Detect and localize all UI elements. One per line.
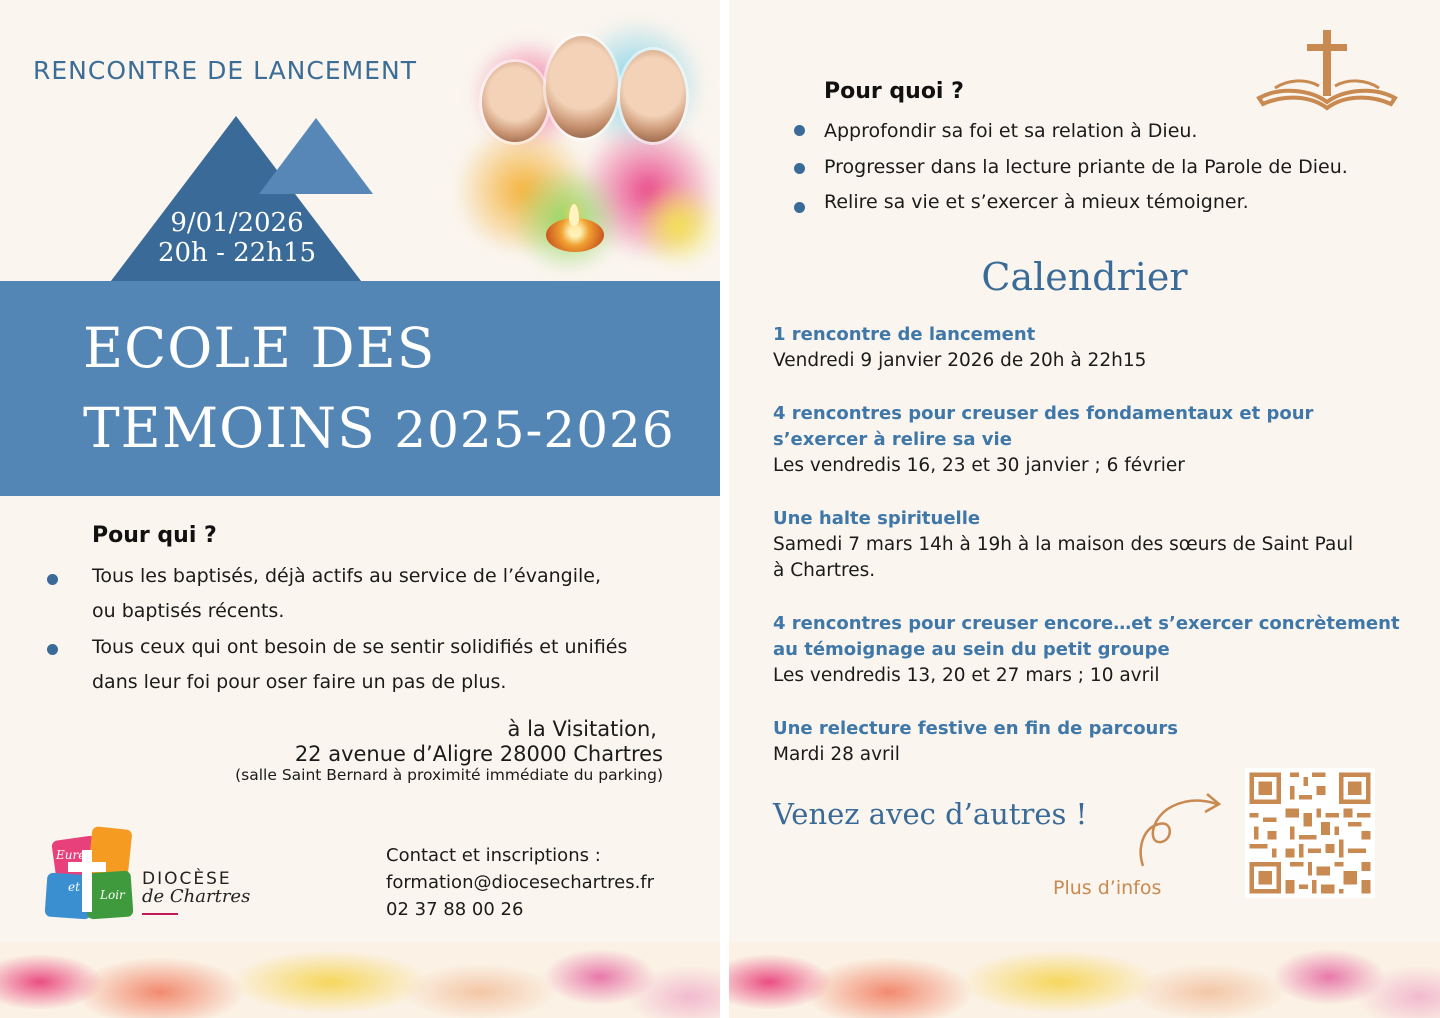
curly-arrow-icon: [1133, 788, 1229, 870]
cal-item-2-head-1: 4 rencontres pour creuser des fondamentaux et pour: [773, 403, 1314, 424]
more-info-link[interactable]: Plus d’infos: [1053, 877, 1162, 899]
cal-item-2-text: Les vendredis 16, 23 et 30 janvier ; 6 février: [773, 455, 1185, 476]
cal-item-5-text: Mardi 28 avril: [773, 744, 900, 765]
paint-splash-footer: [729, 942, 1440, 1018]
cal-item-3-text-2: à Chartres.: [773, 560, 876, 581]
person-photo-3: [620, 50, 686, 142]
person-photo-2: [546, 36, 618, 138]
title-line-1: ECOLE DES: [83, 316, 436, 380]
contact-phone: 02 37 88 00 26: [386, 899, 524, 920]
who-bullet-2-line-1: Tous ceux qui ont besoin de se sentir solidifiés et unifiés: [92, 636, 628, 658]
cal-item-4-head-1: 4 rencontres pour creuser encore…et s’exercer concrètement: [773, 613, 1400, 634]
address-street: 22 avenue d’Aligre 28000 Chartres: [294, 742, 663, 766]
bullet-dot-icon: [47, 644, 58, 655]
diocese-underline: [142, 913, 178, 915]
bullet-dot-icon: [47, 574, 58, 585]
cal-item-3-text-1: Samedi 7 mars 14h à 19h à la maison des sœurs de Saint Paul: [773, 534, 1354, 555]
who-bullet-2-line-2: dans leur foi pour oser faire un pas de plus.: [92, 671, 507, 693]
bullet-dot-icon: [794, 202, 805, 213]
calendar-title: Calendrier: [981, 255, 1188, 299]
contact-label: Contact et inscriptions :: [386, 845, 601, 866]
color-splash-photo: [448, 20, 720, 282]
diocese-name: DIOCÈSE: [142, 869, 232, 889]
paint-splash-footer: [0, 942, 720, 1018]
who-bullet-1-line-2: ou baptisés récents.: [92, 600, 285, 622]
cal-item-1-head: 1 rencontre de lancement: [773, 324, 1036, 345]
qr-code-icon[interactable]: [1245, 768, 1375, 898]
cal-item-3-head: Une halte spirituelle: [773, 508, 981, 529]
cal-item-4-text: Les vendredis 13, 20 et 27 mars ; 10 avril: [773, 665, 1160, 686]
contact-email[interactable]: formation@diocesechartres.fr: [386, 872, 655, 893]
why-title: Pour quoi ?: [824, 79, 964, 104]
who-bullet-1-line-1: Tous les baptisés, déjà actifs au service de l’évangile,: [92, 565, 602, 587]
why-bullet-3: Relire sa vie et s’exercer à mieux témoigner.: [824, 191, 1249, 213]
bullet-dot-icon: [794, 163, 805, 174]
cross-bible-icon: [1255, 28, 1401, 114]
cal-item-1-text: Vendredi 9 janvier 2026 de 20h à 22h15: [773, 350, 1147, 371]
launch-date: 9/01/2026: [170, 208, 304, 238]
why-bullet-1: Approfondir sa foi et sa relation à Dieu.: [824, 120, 1198, 142]
why-bullet-2: Progresser dans la lecture priante de la Parole de Dieu.: [824, 156, 1348, 178]
launch-time: 20h - 22h15: [157, 238, 317, 268]
right-page: [729, 0, 1440, 1018]
cal-item-2-head-2: s’exercer à relire sa vie: [773, 429, 1012, 450]
title-line-2: [83, 396, 675, 460]
small-triangle: [259, 118, 373, 194]
kicker-heading: RENCONTRE DE LANCEMENT: [33, 56, 417, 85]
logo-word-2: et: [68, 880, 80, 894]
cal-item-4-head-2: au témoignage au sein du petit groupe: [773, 639, 1170, 660]
title-word: TEMOINS: [83, 396, 376, 460]
address-note: (salle Saint Bernard à proximité immédiate du parking): [235, 766, 663, 784]
who-title: Pour qui ?: [92, 523, 217, 548]
title-year: 2025-2026: [394, 401, 675, 459]
logo-word-3: Loir: [100, 888, 125, 902]
diocese-logo: [46, 828, 132, 920]
closing-invitation: Venez avec d’autres !: [773, 797, 1088, 831]
bullet-dot-icon: [794, 125, 805, 136]
logo-word-1: Eure: [56, 848, 86, 862]
title-banner: [0, 281, 720, 496]
cal-item-5-head: Une relecture festive en fin de parcours: [773, 718, 1178, 739]
address-venue: à la Visitation,: [507, 717, 657, 741]
person-photo-1: [482, 62, 548, 142]
diocese-city: de Chartres: [142, 886, 251, 907]
